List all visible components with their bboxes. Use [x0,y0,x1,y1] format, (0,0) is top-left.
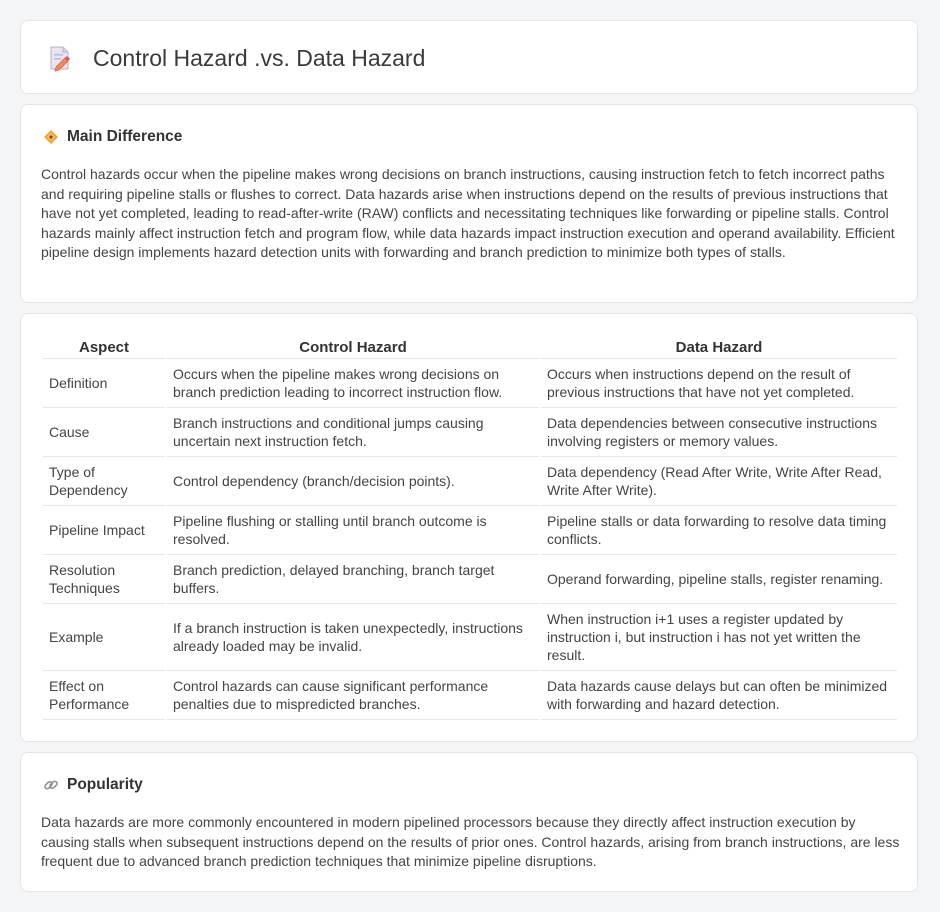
comparison-table [41,334,899,720]
control-hazard-cell: Occurs when the pipeline makes wrong decisions on branch prediction leading to incorrect instruction flow. [167,359,539,408]
column-header-control-hazard: Control Hazard [167,334,539,359]
control-hazard-cell: Control hazards can cause significant performance penalties due to mispredicted branches. [167,671,539,720]
control-hazard-cell: Control dependency (branch/decision points). [167,457,539,506]
popularity-header [43,776,143,794]
data-hazard-cell: Occurs when instructions depend on the result of previous instructions that have not yet completed. [541,359,897,408]
diamond-warning-icon [43,129,59,145]
control-hazard-cell: Branch prediction, delayed branching, branch target buffers. [167,555,539,604]
aspect-cell: Type of Dependency [43,457,165,506]
comparison-card [20,313,918,742]
popularity-text: Data hazards are more commonly encountered in modern pipelined processors because they directly affect instruction execution by causing stalls when subsequent instructions depend on the results of prior ones. Control hazards, arising from branch instructions, are less frequent due to advanced branch prediction techniques that minimize pipeline disruptions. [41,814,900,870]
aspect-cell: Resolution Techniques [43,555,165,604]
control-hazard-cell: If a branch instruction is taken unexpectedly, instructions already loaded may be invalid. [167,604,539,671]
column-header-data-hazard: Data Hazard [541,334,897,359]
data-hazard-cell: Data hazards cause delays but can often be minimized with forwarding and hazard detection. [541,671,897,720]
aspect-cell: Example [43,604,165,671]
data-hazard-cell: Operand forwarding, pipeline stalls, register renaming. [541,555,897,604]
table-row [43,408,897,457]
popularity-title: Popularity [67,776,143,793]
table-row [43,555,897,604]
data-hazard-cell: Data dependencies between consecutive instructions involving registers or memory values. [541,408,897,457]
main-difference-title: Main Difference [67,128,183,145]
data-hazard-cell: When instruction i+1 uses a register updated by instruction i, but instruction i has not yet written the result. [541,604,897,671]
title-card [20,20,918,94]
control-hazard-cell: Pipeline flushing or stalling until branch outcome is resolved. [167,506,539,555]
aspect-cell: Pipeline Impact [43,506,165,555]
table-row [43,359,897,408]
aspect-cell: Definition [43,359,165,408]
table-row [43,604,897,671]
column-header-aspect: Aspect [43,334,165,359]
main-difference-card [20,104,918,303]
document-pencil-icon [47,44,73,72]
data-hazard-cell: Data dependency (Read After Write, Write After Read, Write After Write). [541,457,897,506]
popularity-card [20,752,918,892]
table-row [43,671,897,720]
main-difference-text: Control hazards occur when the pipeline makes wrong decisions on branch instructions, causing instruction fetch to fetch incorrect paths and requiring pipeline stalls or flushes to correct. Data hazards arise when instructions depend on the results of previous instructions that have not yet completed, leading to read-after-write (RAW) conflicts and necessitating techniques like forwarding or pipeline stalls. Control hazards mainly affect instruction fetch and program flow, while data hazards impact instruction execution and operand availability. Efficient pipeline design implements hazard detection units with forwarding and branch prediction to minimize both types of stalls. [41,166,895,261]
table-row [43,506,897,555]
title-row [47,43,425,73]
main-difference-header [43,128,182,146]
page-title: Control Hazard .vs. Data Hazard [93,45,426,71]
aspect-cell: Effect on Performance [43,671,165,720]
table-row [43,457,897,506]
data-hazard-cell: Pipeline stalls or data forwarding to resolve data timing conflicts. [541,506,897,555]
link-icon [43,777,59,793]
table-header-row [43,334,897,359]
control-hazard-cell: Branch instructions and conditional jumps causing uncertain next instruction fetch. [167,408,539,457]
aspect-cell: Cause [43,408,165,457]
